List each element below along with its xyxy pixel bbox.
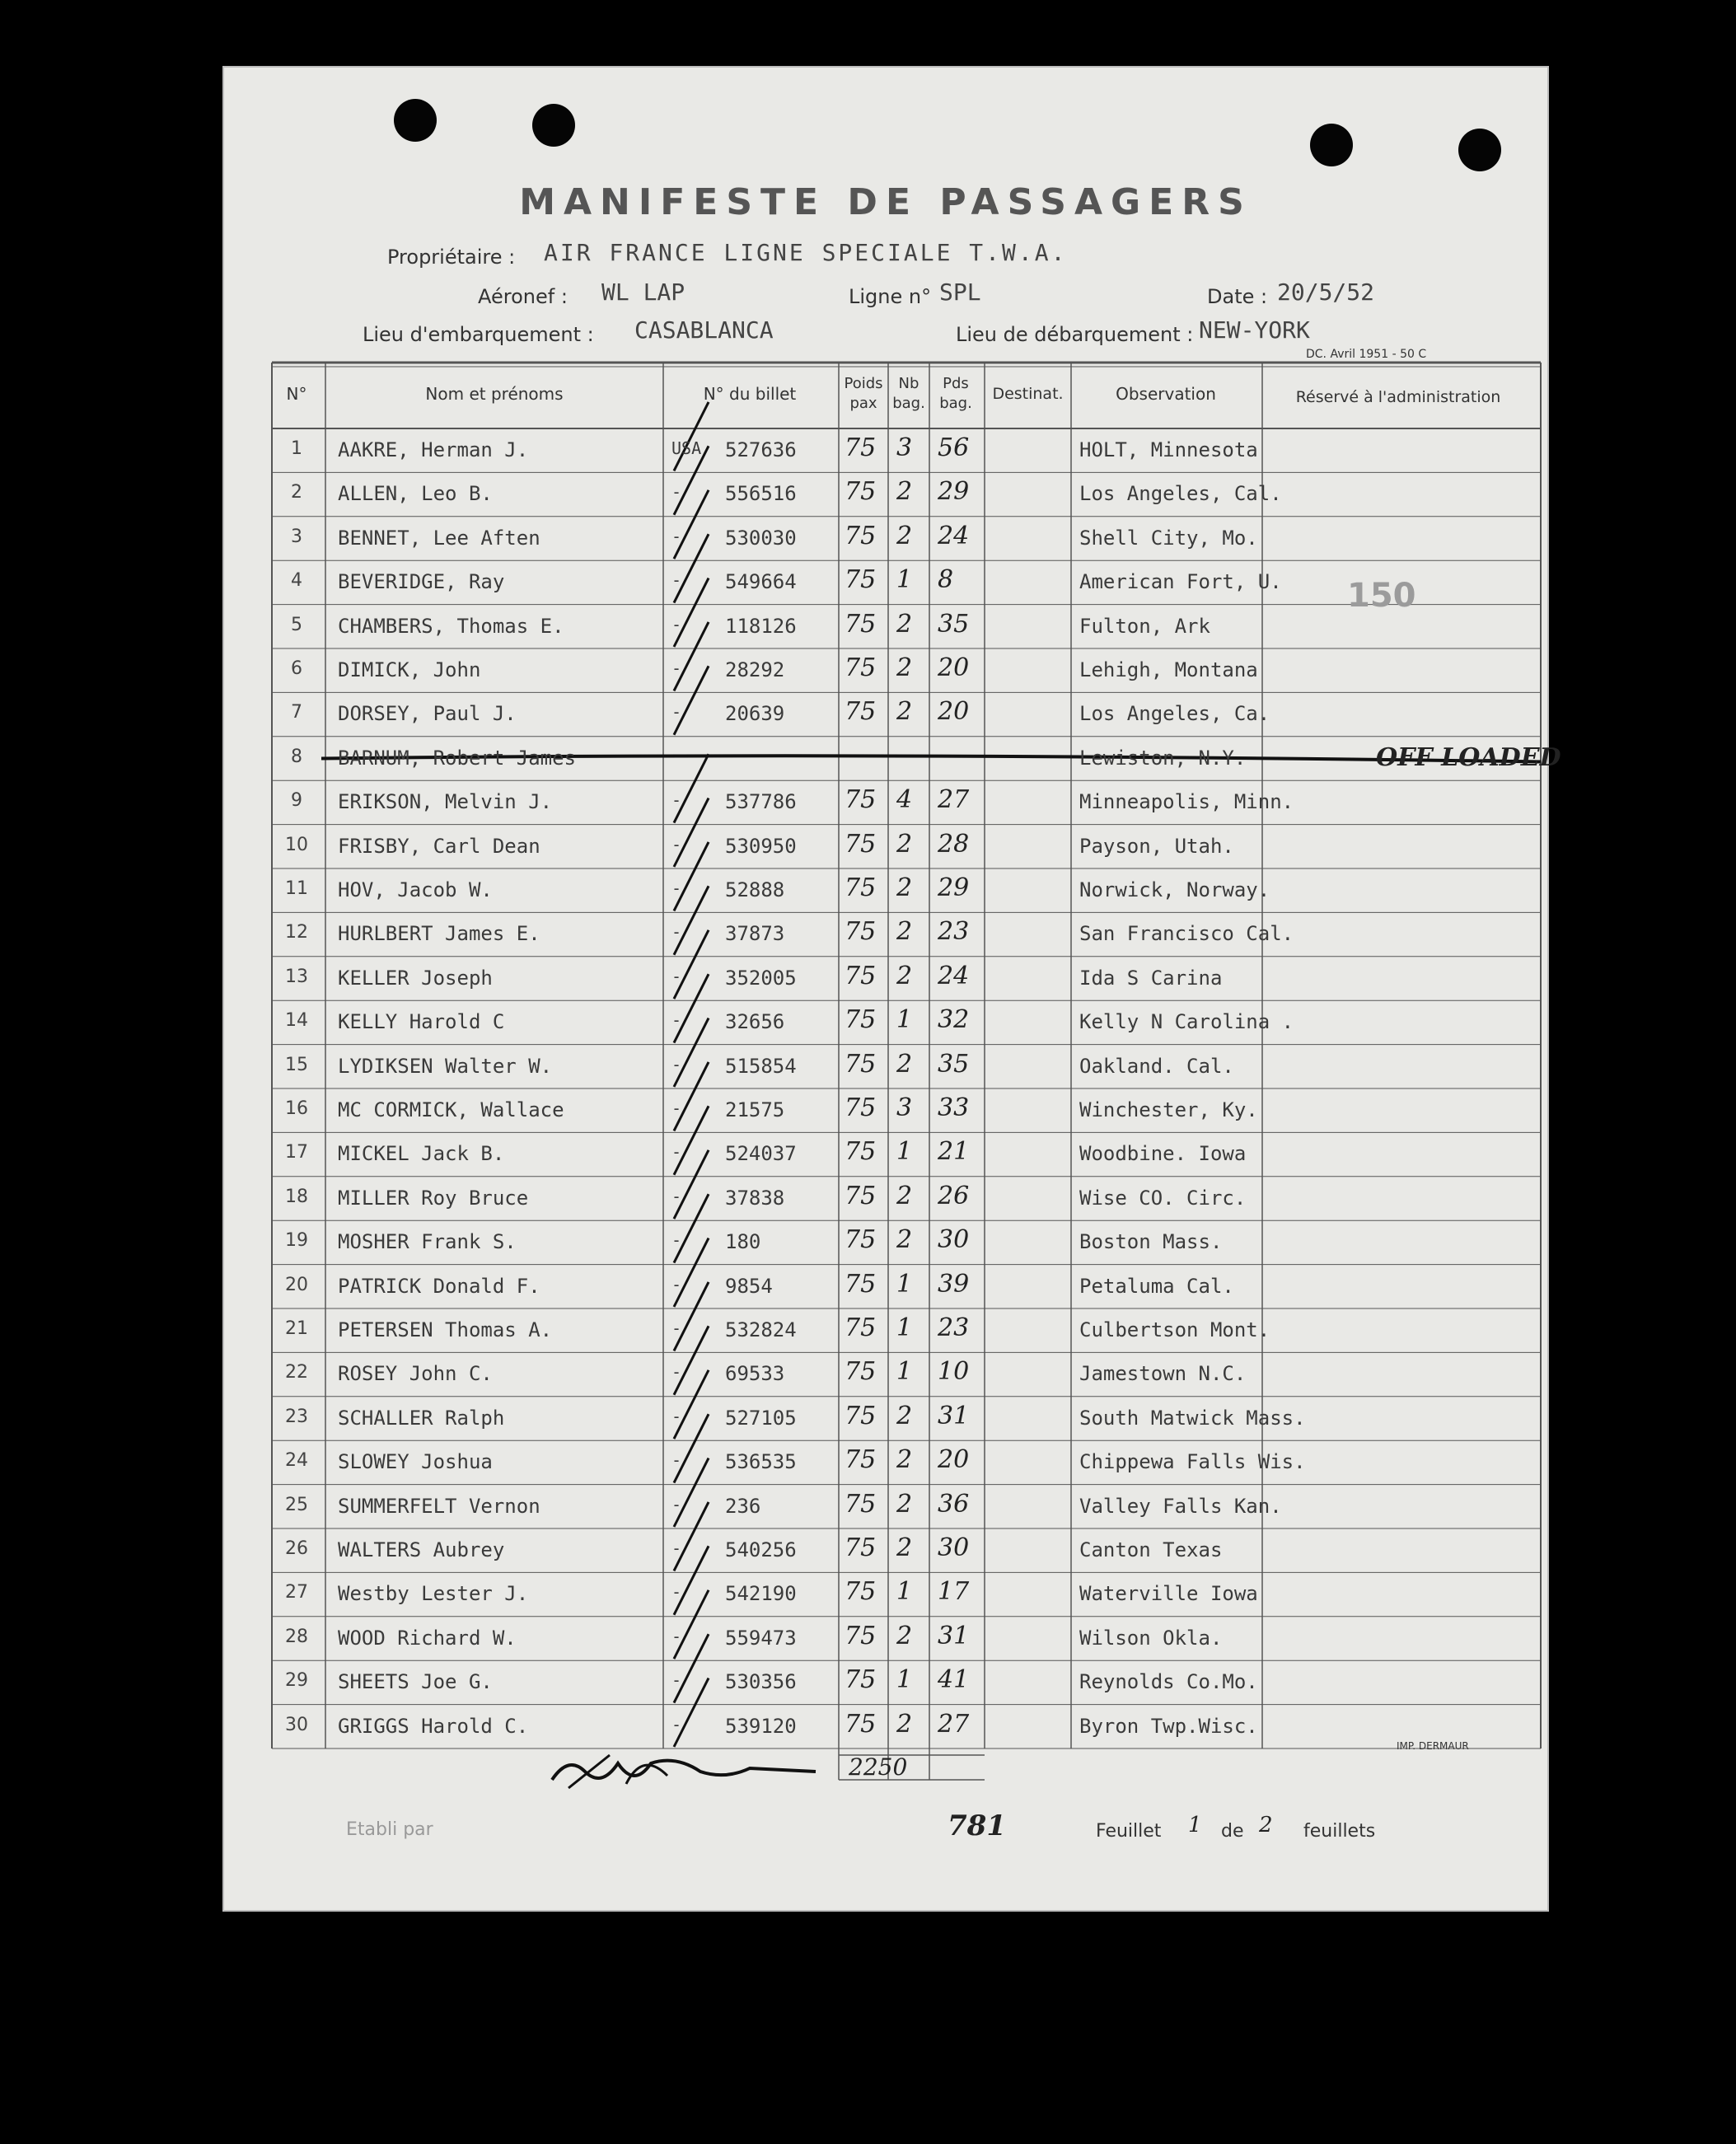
observation-text: Wilson Okla.	[1079, 1626, 1223, 1650]
pax-weight: 75	[845, 521, 877, 550]
row-number: 14	[285, 1010, 308, 1032]
passenger-name: SHEETS Joe G.	[338, 1670, 493, 1694]
passenger-name: BEVERIDGE, Ray	[338, 570, 505, 594]
feuillets-label: feuillets	[1303, 1821, 1376, 1842]
observation-text: American Fort, U.	[1079, 570, 1282, 594]
passenger-name: MOSHER Frank S.	[338, 1230, 517, 1254]
bag-count: 2	[896, 697, 913, 727]
bag-weight: 27	[938, 1709, 970, 1739]
bag-count: 2	[896, 917, 913, 947]
bag-weight: 23	[938, 1313, 970, 1342]
bag-weight: 39	[938, 1269, 970, 1299]
row-number: 26	[285, 1538, 308, 1559]
bag-count: 2	[896, 829, 913, 859]
bag-weight: 36	[938, 1489, 970, 1519]
passenger-name: Westby Lester J.	[338, 1582, 529, 1606]
row-number: 21	[285, 1318, 308, 1339]
ticket-prefix: -	[671, 966, 682, 986]
bag-count: 2	[896, 1533, 913, 1562]
ticket-number: 530030	[725, 526, 797, 550]
bag-count: 1	[896, 1577, 913, 1607]
ticket-prefix: -	[671, 1626, 682, 1646]
row-number: 6	[291, 658, 302, 679]
row-number: 20	[285, 1274, 308, 1295]
row-number: 25	[285, 1494, 308, 1515]
date-value: 20/5/52	[1277, 279, 1375, 306]
bag-count: 2	[896, 1225, 913, 1255]
bag-count: 2	[896, 521, 913, 550]
pax-weight: 75	[845, 1225, 877, 1255]
bag-weight: 27	[938, 785, 970, 815]
row-number: 9	[291, 790, 302, 812]
row-number: 11	[285, 878, 308, 899]
passenger-name: LYDIKSEN Walter W.	[338, 1054, 553, 1078]
pax-weight: 75	[845, 477, 877, 507]
col-header-nb-bag: Nb bag.	[892, 375, 925, 412]
pax-weight: 75	[845, 1489, 877, 1519]
bag-count: 2	[896, 1181, 913, 1210]
pax-weight: 75	[845, 1709, 877, 1739]
total-pax-weight: 2250	[849, 1753, 908, 1781]
ticket-number: 556516	[725, 482, 797, 506]
ticket-prefix: -	[671, 1318, 682, 1338]
bag-count: 2	[896, 1489, 913, 1519]
row-number: 15	[285, 1054, 308, 1075]
pax-weight: 75	[845, 873, 877, 902]
ticket-number: 537786	[725, 790, 797, 814]
bag-weight: 30	[938, 1225, 970, 1255]
observation-text: Lewiston, N.Y.	[1079, 746, 1247, 770]
bag-count: 1	[896, 1665, 913, 1695]
bag-weight: 26	[938, 1181, 970, 1210]
observation-text: South Matwick Mass.	[1079, 1406, 1306, 1430]
observation-text: Byron Twp.Wisc.	[1079, 1714, 1258, 1738]
bag-weight: 24	[938, 961, 970, 990]
ticket-prefix: -	[671, 790, 682, 811]
observation-text: HOLT, Minnesota	[1079, 438, 1258, 461]
pax-weight: 75	[845, 961, 877, 990]
ticket-prefix: -	[671, 878, 682, 898]
bag-weight: 23	[938, 917, 970, 947]
ticket-number: 527105	[725, 1406, 797, 1430]
ticket-prefix: -	[671, 1494, 682, 1514]
bag-weight: 20	[938, 697, 970, 727]
bag-weight: 29	[938, 477, 970, 507]
ligne-value: SPL	[939, 279, 981, 306]
bag-weight: 31	[938, 1401, 970, 1430]
observation-text: Lehigh, Montana	[1079, 658, 1258, 681]
row-number: 7	[291, 702, 302, 723]
ticket-prefix: USA	[671, 438, 702, 458]
signature	[536, 1739, 832, 1805]
observation-text: Payson, Utah.	[1079, 834, 1234, 858]
ticket-prefix: -	[671, 1274, 682, 1294]
observation-text: Canton Texas	[1079, 1538, 1223, 1561]
passenger-name: WOOD Richard W.	[338, 1626, 517, 1650]
bag-weight: 31	[938, 1621, 970, 1650]
ticket-number: 20639	[725, 702, 785, 726]
bag-count: 1	[896, 565, 913, 595]
embarquement-value: CASABLANCA	[634, 316, 774, 344]
ticket-number: 21575	[725, 1098, 785, 1121]
bag-count: 1	[896, 1269, 913, 1299]
weight-stamp: 150	[1347, 577, 1416, 615]
bag-weight: 35	[938, 609, 970, 639]
bag-weight: 41	[938, 1665, 970, 1695]
row-number: 19	[285, 1230, 308, 1252]
observation-text: Valley Falls Kan.	[1079, 1494, 1282, 1518]
row-number: 4	[291, 570, 302, 592]
observation-text: Ida S Carina	[1079, 966, 1223, 990]
passenger-name: ERIKSON, Melvin J.	[338, 790, 553, 814]
col-header-name: Nom et prénoms	[425, 384, 564, 404]
check-mark	[674, 402, 709, 470]
etabli-label: Etabli par	[346, 1819, 433, 1840]
observation-text: Reynolds Co.Mo.	[1079, 1670, 1258, 1694]
bag-count: 2	[896, 1401, 913, 1430]
row-number: 18	[285, 1186, 308, 1207]
passenger-name: FRISBY, Carl Dean	[338, 834, 540, 858]
bag-weight: 8	[938, 565, 954, 595]
observation-text: Shell City, Mo.	[1079, 526, 1258, 550]
row-number: 24	[285, 1450, 308, 1472]
bag-count: 1	[896, 1313, 913, 1342]
bag-count: 1	[896, 1005, 913, 1035]
pax-weight: 75	[845, 1357, 877, 1387]
ticket-prefix: -	[671, 1142, 682, 1163]
pax-weight: 75	[845, 1005, 877, 1035]
bag-count: 1	[896, 1357, 913, 1387]
pax-weight: 75	[845, 609, 877, 639]
passenger-name: MC CORMICK, Wallace	[338, 1098, 564, 1121]
page-title: MANIFESTE DE PASSAGERS	[519, 181, 1252, 223]
bag-weight: 20	[938, 653, 970, 682]
passenger-name: PATRICK Donald F.	[338, 1274, 540, 1298]
ticket-prefix: -	[671, 1362, 682, 1383]
bag-count: 2	[896, 873, 913, 902]
ticket-prefix: -	[671, 1010, 682, 1031]
bag-weight: 28	[938, 829, 970, 859]
ticket-prefix: -	[671, 834, 682, 854]
col-header-destinat: Destinat.	[992, 385, 1064, 403]
ticket-prefix: -	[671, 1450, 682, 1471]
ticket-number: 118126	[725, 614, 797, 638]
passenger-name: AAKRE, Herman J.	[338, 438, 529, 461]
ticket-number: 9854	[725, 1274, 773, 1298]
passenger-name: HOV, Jacob W.	[338, 878, 493, 901]
passenger-name: WALTERS Aubrey	[338, 1538, 505, 1561]
ticket-number: 530356	[725, 1670, 797, 1694]
bag-weight: 10	[938, 1357, 970, 1387]
pax-weight: 75	[845, 1093, 877, 1122]
ligne-label: Ligne n°	[849, 285, 932, 308]
ticket-number: 28292	[725, 658, 785, 681]
bag-weight: 30	[938, 1533, 970, 1562]
aeronef-label: Aéronef :	[478, 285, 568, 308]
manifest-sheet	[222, 66, 1561, 1912]
pax-weight: 75	[845, 1665, 877, 1695]
observation-text: Jamestown N.C.	[1079, 1362, 1247, 1386]
bag-count: 2	[896, 1709, 913, 1739]
observation-text: Petaluma Cal.	[1079, 1274, 1234, 1298]
bag-weight: 29	[938, 873, 970, 902]
bag-weight: 24	[938, 521, 970, 550]
col-header-pds-bag: Pds bag.	[939, 375, 972, 412]
proprietaire-label: Propriétaire :	[387, 246, 516, 269]
pax-weight: 75	[845, 1401, 877, 1430]
passenger-name: KELLER Joseph	[338, 966, 493, 990]
pax-weight: 75	[845, 1269, 877, 1299]
pax-weight: 75	[845, 565, 877, 595]
pax-weight: 75	[845, 1621, 877, 1650]
ticket-prefix: -	[671, 1406, 682, 1426]
ticket-number: 530950	[725, 834, 797, 858]
row-number: 12	[285, 922, 308, 943]
observation-text: Wise CO. Circ.	[1079, 1186, 1247, 1210]
date-label: Date :	[1207, 285, 1268, 308]
passenger-name: MICKEL Jack B.	[338, 1142, 505, 1166]
bag-count: 3	[896, 1093, 913, 1122]
bag-weight: 35	[938, 1049, 970, 1079]
col-header-ticket: N° du billet	[703, 384, 797, 404]
ticket-prefix: -	[671, 526, 682, 546]
observation-text: Waterville Iowa	[1079, 1582, 1258, 1606]
pax-weight: 75	[845, 785, 877, 815]
bag-count: 2	[896, 477, 913, 507]
aeronef-value: WL LAP	[601, 279, 686, 306]
col-header-observation: Observation	[1116, 384, 1216, 404]
bag-weight: 56	[938, 433, 970, 462]
observation-text: Chippewa Falls Wis.	[1079, 1450, 1306, 1474]
bag-count: 3	[896, 433, 913, 462]
bag-count: 2	[896, 609, 913, 639]
ticket-prefix: -	[671, 482, 682, 503]
bag-weight: 21	[938, 1137, 970, 1167]
ticket-number: 539120	[725, 1714, 797, 1738]
ticket-number: 32656	[725, 1010, 785, 1034]
passenger-name: GRIGGS Harold C.	[338, 1714, 529, 1738]
bag-weight: 33	[938, 1093, 970, 1122]
passenger-name: BARNUM, Robert James	[338, 746, 576, 770]
row-number: 30	[285, 1714, 308, 1735]
observation-text: Minneapolis, Minn.	[1079, 790, 1294, 814]
ticket-number: 532824	[725, 1318, 797, 1341]
observation-text: Oakland. Cal.	[1079, 1054, 1234, 1078]
pax-weight: 75	[845, 1313, 877, 1342]
passenger-name: KELLY Harold C	[338, 1010, 505, 1034]
row-number: 23	[285, 1406, 308, 1427]
row-number: 10	[285, 834, 308, 855]
bag-weight: 32	[938, 1005, 970, 1035]
ticket-prefix: -	[671, 1714, 682, 1734]
ticket-prefix: -	[671, 1054, 682, 1074]
ticket-number: 515854	[725, 1054, 797, 1078]
pax-weight: 75	[845, 1049, 877, 1079]
row-number: 5	[291, 614, 302, 635]
ticket-prefix: -	[671, 702, 682, 723]
check-mark	[674, 754, 709, 822]
passenger-name: BENNET, Lee Aften	[338, 526, 540, 550]
observation-text: Woodbine. Iowa	[1079, 1142, 1247, 1166]
ticket-prefix: -	[671, 614, 682, 634]
passenger-name: PETERSEN Thomas A.	[338, 1318, 553, 1341]
proprietaire-value: AIR FRANCE LIGNE SPECIALE T.W.A.	[544, 239, 1068, 266]
embarquement-label: Lieu d'embarquement :	[363, 323, 594, 346]
ticket-number: 527636	[725, 438, 797, 461]
passenger-name: HURLBERT James E.	[338, 922, 540, 946]
ticket-prefix: -	[671, 922, 682, 943]
pax-weight: 75	[845, 433, 877, 462]
ticket-prefix: -	[671, 1186, 682, 1206]
passenger-name: SLOWEY Joshua	[338, 1450, 493, 1474]
row-number: 17	[285, 1142, 308, 1163]
col-header-admin: Réservé à l'administration	[1295, 388, 1501, 406]
ticket-number: 540256	[725, 1538, 797, 1561]
form-reference: DC. Avril 1951 - 50 C	[1306, 348, 1427, 361]
bag-count: 2	[896, 1049, 913, 1079]
row-number: 22	[285, 1362, 308, 1383]
pax-weight: 75	[845, 1577, 877, 1607]
ticket-prefix: -	[671, 1582, 682, 1603]
pax-weight: 75	[845, 1137, 877, 1167]
row-number: 3	[291, 526, 302, 547]
col-header-poids-pax: Poids pax	[844, 375, 883, 412]
observation-text: Los Angeles, Ca.	[1079, 702, 1270, 726]
ticket-prefix: -	[671, 658, 682, 678]
row-number: 8	[291, 746, 302, 767]
bag-count: 2	[896, 1445, 913, 1475]
bag-weight: 17	[938, 1577, 970, 1607]
off-loaded-note: OFF LOADED	[1376, 743, 1561, 772]
ticket-prefix: -	[671, 1098, 682, 1118]
pax-weight: 75	[845, 1181, 877, 1210]
ticket-number: 37873	[725, 922, 785, 946]
bag-count: 2	[896, 653, 913, 682]
col-header-num: N°	[286, 384, 307, 404]
ticket-number: 542190	[725, 1582, 797, 1606]
observation-text: Fulton, Ark	[1079, 614, 1210, 638]
row-number: 13	[285, 966, 308, 987]
passenger-name: SUMMERFELT Vernon	[338, 1494, 540, 1518]
pax-weight: 75	[845, 1533, 877, 1562]
row-number: 29	[285, 1670, 308, 1692]
de-label: de	[1221, 1821, 1244, 1842]
debarquement-value: NEW-YORK	[1199, 316, 1310, 344]
ticket-number: 352005	[725, 966, 797, 990]
feuillets-total: 2	[1259, 1813, 1273, 1837]
passenger-name: DORSEY, Paul J.	[338, 702, 517, 726]
observation-text: Winchester, Ky.	[1079, 1098, 1258, 1121]
pax-weight: 75	[845, 829, 877, 859]
ticket-number: 52888	[725, 878, 785, 901]
ticket-number: 536535	[725, 1450, 797, 1474]
ticket-number: 524037	[725, 1142, 797, 1166]
total-bag-weight: 781	[948, 1809, 1006, 1842]
observation-text: Los Angeles, Cal.	[1079, 482, 1282, 506]
bag-weight: 20	[938, 1445, 970, 1475]
row-number: 28	[285, 1626, 308, 1647]
pax-weight: 75	[845, 697, 877, 727]
ticket-prefix: -	[671, 1230, 682, 1251]
passenger-name: MILLER Roy Bruce	[338, 1186, 529, 1210]
ticket-number: 236	[725, 1494, 761, 1518]
feuillet-number: 1	[1188, 1813, 1202, 1837]
row-number: 1	[291, 438, 302, 459]
observation-text: Kelly N Carolina .	[1079, 1010, 1294, 1034]
pax-weight: 75	[845, 917, 877, 947]
pax-weight: 75	[845, 1445, 877, 1475]
observation-text: Culbertson Mont.	[1079, 1318, 1270, 1341]
ticket-number: 559473	[725, 1626, 797, 1650]
observation-text: Norwick, Norway.	[1079, 878, 1270, 901]
passenger-name: CHAMBERS, Thomas E.	[338, 614, 564, 638]
ticket-prefix: -	[671, 570, 682, 591]
pax-weight: 75	[845, 653, 877, 682]
ticket-number: 549664	[725, 570, 797, 594]
observation-text: Boston Mass.	[1079, 1230, 1223, 1254]
printer-mark: IMP. DERMAUR	[1397, 1740, 1469, 1752]
row-number: 27	[285, 1582, 308, 1603]
passenger-name: ROSEY John C.	[338, 1362, 493, 1386]
bag-count: 4	[896, 785, 913, 815]
ticket-number: 69533	[725, 1362, 785, 1386]
ticket-number: 37838	[725, 1186, 785, 1210]
observation-text: San Francisco Cal.	[1079, 922, 1294, 946]
debarquement-label: Lieu de débarquement :	[956, 323, 1194, 346]
bag-count: 2	[896, 961, 913, 990]
feuillet-label: Feuillet	[1096, 1821, 1162, 1842]
ticket-prefix: -	[671, 1670, 682, 1691]
ticket-number: 180	[725, 1230, 761, 1254]
bag-count: 1	[896, 1137, 913, 1167]
ticket-prefix: -	[671, 1538, 682, 1558]
passenger-name: ALLEN, Leo B.	[338, 482, 493, 506]
row-number: 16	[285, 1098, 308, 1119]
passenger-name: SCHALLER Ralph	[338, 1406, 505, 1430]
passenger-name: DIMICK, John	[338, 658, 481, 681]
row-number: 2	[291, 482, 302, 503]
bag-count: 2	[896, 1621, 913, 1650]
